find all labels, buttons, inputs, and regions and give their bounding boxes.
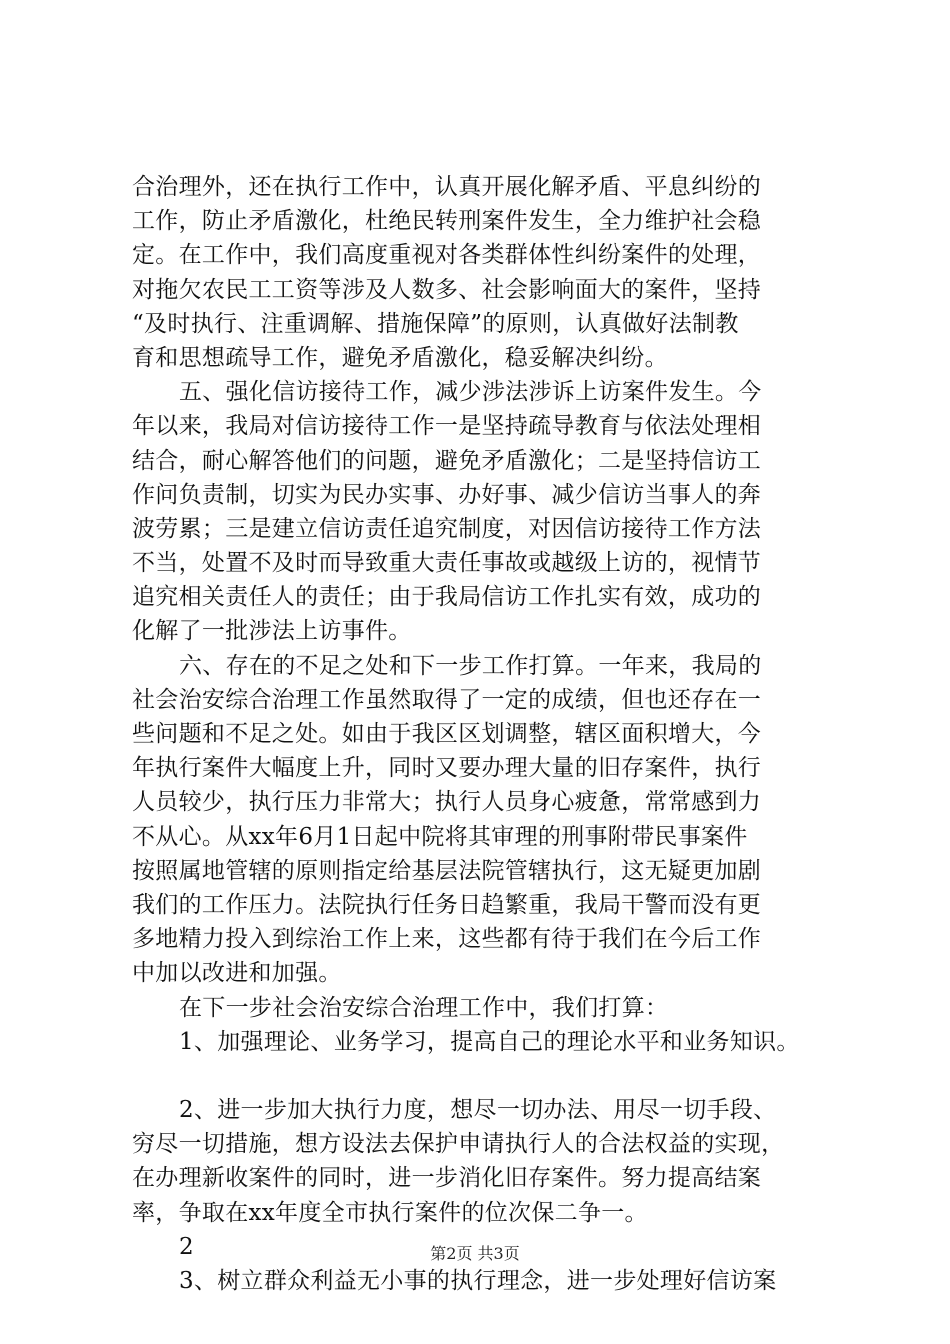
text-line: 率，争取在xx年度全市执行案件的位次保二争一。: [132, 1199, 648, 1226]
text-line: 不当，处置不及时而导致重大责任事故或越级上访的，视情节: [132, 550, 762, 577]
text-line: 穷尽一切措施，想方设法去保护申请执行人的合法权益的实现，: [132, 1131, 785, 1158]
text-line: 作问负责制，切实为民办实事、办好事、减少信访当事人的奔: [132, 481, 762, 508]
text-line: 我们的工作压力。法院执行任务日趋繁重，我局干警而没有更: [132, 891, 762, 918]
text-line: 社会治安综合治理工作虽然取得了一定的成绩，但也还存在一: [132, 686, 762, 713]
body-text: [132, 170, 832, 1298]
text-line: 2、进一步加大执行力度，想尽一切办法、用尽一切手段、: [179, 1097, 777, 1124]
text-line: 年以来，我局对信访接待工作一是坚持疏导教育与依法处理相: [132, 413, 762, 440]
text-line: 工作，防止矛盾激化，杜绝民转刑案件发生，全力维护社会稳: [132, 208, 762, 235]
text-line: 合治理外，还在执行工作中，认真开展化解矛盾、平息纠纷的: [132, 174, 762, 200]
text-line: 在办理新收案件的同时，进一步消化旧存案件。努力提高结案: [132, 1165, 762, 1192]
text-line: 追究相关责任人的责任；由于我局信访工作扎实有效，成功的: [132, 584, 762, 611]
page-footer: 第2页 共3页: [430, 1244, 520, 1263]
text-line: 波劳累；三是建立信访责任追究制度，对因信访接待工作方法: [132, 515, 762, 542]
paragraph-gap: [132, 1059, 832, 1093]
text-line: 不从心。从xx年6月1日起中院将其审理的刑事附带民事案件: [132, 823, 748, 850]
text-line: 1、加强理论、业务学习，提高自己的理论水平和业务知识。: [179, 1028, 800, 1055]
text-line: 五、强化信访接待工作，减少涉法涉诉上访案件发生。今: [179, 379, 762, 406]
text-line: 年执行案件大幅度上升，同时又要办理大量的旧存案件，执行: [132, 755, 762, 782]
page-number-inline: 2: [179, 1233, 194, 1260]
text-line: 中加以改进和加强。: [132, 960, 342, 987]
text-line: 对拖欠农民工工资等涉及人数多、社会影响面大的案件，坚持: [132, 276, 762, 303]
text-line: 按照属地管辖的原则指定给基层法院管辖执行，这无疑更加剧: [132, 857, 762, 884]
text-line: 3、树立群众利益无小事的执行理念，进一步处理好信访案: [179, 1268, 777, 1294]
text-line: 些问题和不足之处。如由于我区区划调整，辖区面积增大，今: [132, 721, 762, 747]
text-line: 多地精力投入到综治工作上来，这些都有待于我们在今后工作: [132, 926, 762, 953]
text-line: 化解了一批涉法上访事件。: [132, 618, 412, 645]
text-line: 在下一步社会治安综合治理工作中，我们打算：: [179, 994, 669, 1021]
text-line: “及时执行、注重调解、措施保障”的原则，认真做好法制教: [132, 310, 739, 337]
text-line: 六、存在的不足之处和下一步工作打算。一年来，我局的: [179, 652, 762, 679]
text-line: 育和思想疏导工作，避免矛盾激化，稳妥解决纠纷。: [132, 344, 668, 371]
text-line: 人员较少，执行压力非常大；执行人员身心疲惫，常常感到力: [132, 789, 762, 816]
text-line: 结合，耐心解答他们的问题，避免矛盾激化；二是坚持信访工: [132, 447, 762, 474]
text-line: 定。在工作中，我们高度重视对各类群体性纠纷案件的处理，: [132, 242, 762, 269]
